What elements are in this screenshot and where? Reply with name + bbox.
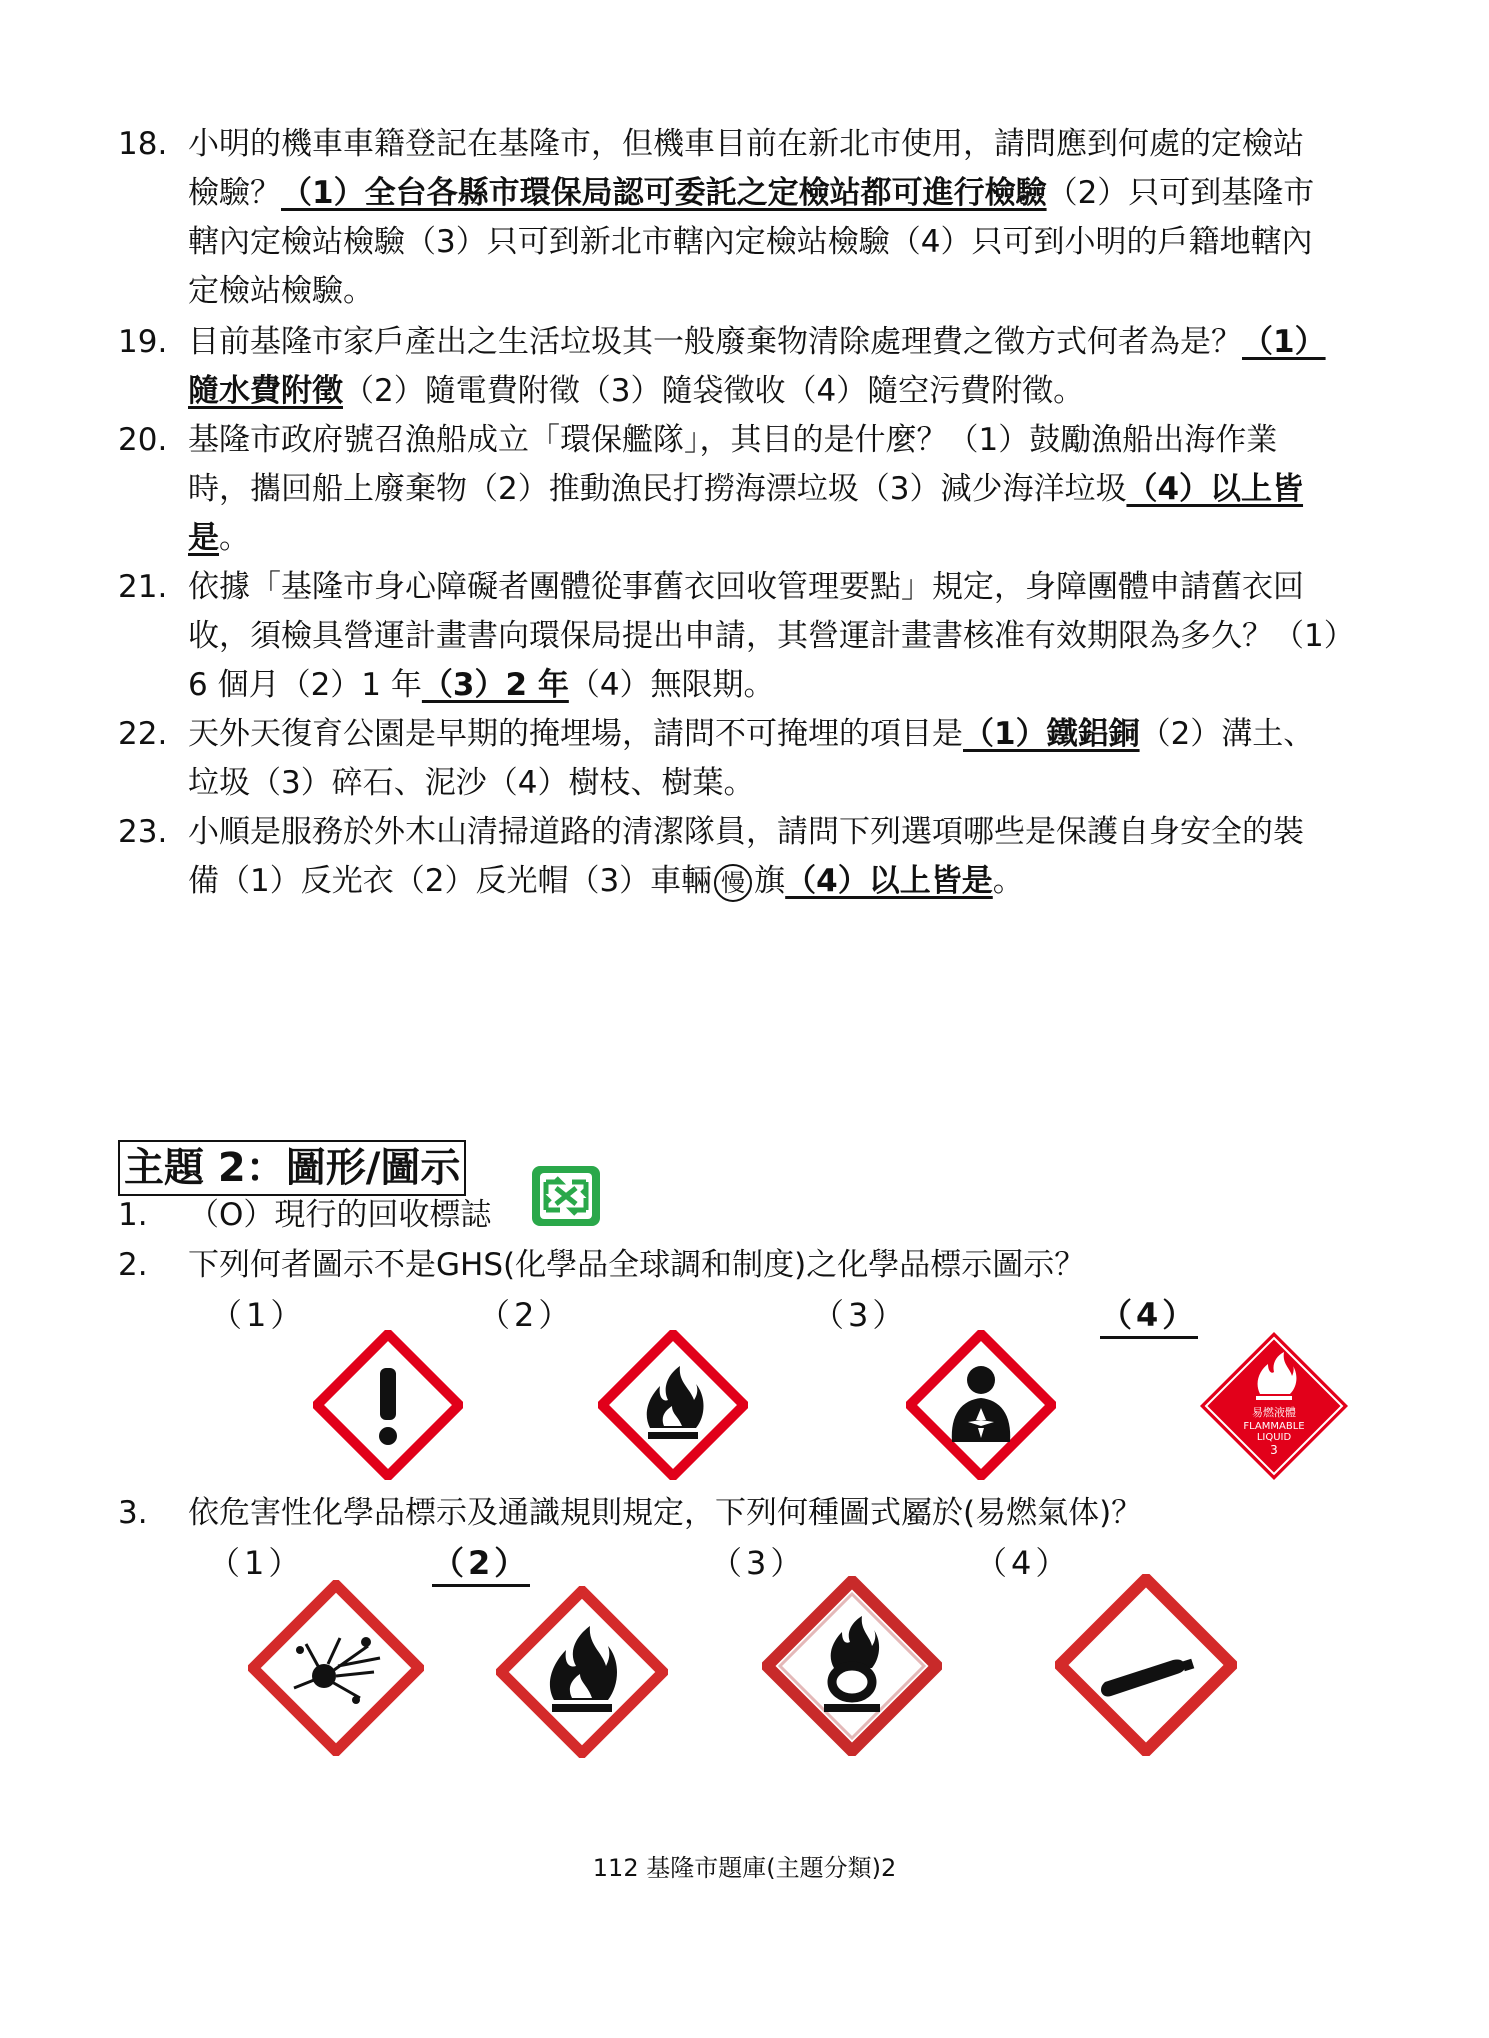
q2-option-3: （3） [812,1296,909,1334]
text-run: 6 個月（2）1 年 [188,667,422,703]
question-line [188,367,1398,416]
question-line [188,120,1398,169]
answer-text: （4）以上皆是 [785,863,993,899]
q1-text: （O）現行的回收標誌 [188,1197,492,1233]
question-line [188,169,1398,218]
q2-text: 下列何者圖示不是GHS(化學品全球調和制度)之化學品標示圖示？ [188,1247,1086,1283]
q2-option-1: （1） [210,1296,307,1334]
text-run: 天外天復育公園是早期的掩埋場，請問不可掩埋的項目是 [188,716,963,752]
text-run: （2）溝土、 [1139,716,1315,752]
text-run: 定檢站檢驗。 [188,273,374,309]
text-run: 轄內定檢站檢驗（3）只可到新北市轄內定檢站檢驗（4）只可到小明的戶籍地轄內 [188,224,1313,260]
text-run: 旗 [754,863,786,899]
flammable-liquid-label-icon [1198,1330,1350,1482]
question-number: 18. [118,126,168,162]
q3-option-3: （3） [710,1544,807,1582]
q3-number: 3. [118,1495,148,1531]
text-run: 。 [992,863,1024,899]
recycle-logo-icon [530,1164,602,1228]
question-line [188,218,1398,267]
flame-icon [496,1586,668,1758]
text-run: 檢驗？ [188,175,281,211]
q3-option-2-answer: （2） [432,1538,530,1587]
q3-option-4: （4） [975,1544,1072,1582]
answer-text: 隨水費附徵 [188,373,343,409]
s2-q1 [118,1192,492,1238]
text-run: 。 [219,520,250,556]
section-heading: 主題 2：圖形/圖示 [118,1140,466,1196]
question-number: 19. [118,324,168,360]
text-run: 時，攜回船上廢棄物（2）推動漁民打撈海漂垃圾（3）減少海洋垃圾 [188,471,1127,507]
flame-icon [598,1330,748,1480]
question-line [188,318,1398,367]
question-line [188,612,1398,661]
flame-over-circle-icon [762,1576,942,1756]
question-number: 21. [118,569,168,605]
gas-cylinder-icon [1055,1574,1237,1756]
question-text [188,710,1398,808]
label-en1: FLAMMABLE [1243,1421,1305,1432]
exclamation-icon [313,1330,463,1480]
text-run: 基隆市政府號召漁船成立「環保艦隊」，其目的是什麼？（1）鼓勵漁船出海作業 [188,422,1278,458]
page-footer: 112 基隆市題庫(主題分類)2 [592,1854,897,1882]
q2-number: 2. [118,1247,148,1283]
question-line [188,661,1398,710]
s2-q3 [118,1490,1143,1536]
question-line [188,759,1398,808]
question-line [188,808,1398,857]
text-run: 垃圾（3）碎石、泥沙（4）樹枝、樹葉。 [188,765,755,801]
text-run: 收，須檢具營運計畫書向環保局提出申請，其營運計畫書核准有效期限為多久？（1） [188,618,1355,654]
q2-option-2: （2） [478,1296,575,1334]
question-line [188,416,1398,465]
circled-slow-icon: 慢 [714,864,752,902]
question-number: 20. [118,422,168,458]
text-run: 備（1）反光衣（2）反光帽（3）車輛 [188,863,713,899]
q3-option-1: （1） [208,1544,305,1582]
text-run: 目前基隆市家戶產出之生活垃圾其一般廢棄物清除處理費之徵方式何者為是？ [188,324,1242,360]
text-run: 依據「基隆市身心障礙者團體從事舊衣回收管理要點」規定，身障團體申請舊衣回 [188,569,1304,605]
question-line [188,267,1398,316]
question-line [188,857,1398,906]
label-en2: LIQUID [1256,1432,1292,1443]
question-line [188,514,1398,563]
question-line [188,563,1398,612]
question-text [188,120,1398,316]
question-line [188,710,1398,759]
text-run: （4）無限期。 [568,667,775,703]
label-num: 3 [1270,1443,1278,1457]
question-number: 23. [118,814,168,850]
answer-text: （1）全台各縣市環保局認可委託之定檢站都可進行檢驗 [281,175,1047,211]
s2-q2 [118,1242,1086,1288]
text-run: （2）只可到基隆市 [1046,175,1315,211]
answer-text: （4）以上皆 [1126,471,1304,507]
question-text [188,808,1398,906]
question-line [188,465,1398,514]
text-run: 小順是服務於外木山清掃道路的清潔隊員，請問下列選項哪些是保護自身安全的裝 [188,814,1304,850]
question-number: 22. [118,716,168,752]
text-run: 小明的機車車籍登記在基隆市，但機車目前在新北市使用，請問應到何處的定檢站 [188,126,1304,162]
label-zh: 易燃液體 [1252,1406,1296,1419]
health-hazard-icon [906,1330,1056,1480]
question-text [188,318,1398,416]
question-text [188,416,1398,563]
answer-text: 是 [188,520,219,556]
q3-text: 依危害性化學品標示及通識規則規定，下列何種圖式屬於(易燃氣体)？ [188,1495,1143,1531]
exploding-bomb-icon [248,1580,424,1756]
answer-text: （1）鐵鋁銅 [963,716,1140,752]
question-text [188,563,1398,710]
q1-number: 1. [118,1197,148,1233]
answer-text: （1） [1242,324,1326,360]
answer-text: （3）2 年 [421,667,569,703]
q2-option-4-answer: （4） [1100,1290,1198,1339]
text-run: （2）隨電費附徵（3）隨袋徵收（4）隨空污費附徵。 [343,373,1085,409]
